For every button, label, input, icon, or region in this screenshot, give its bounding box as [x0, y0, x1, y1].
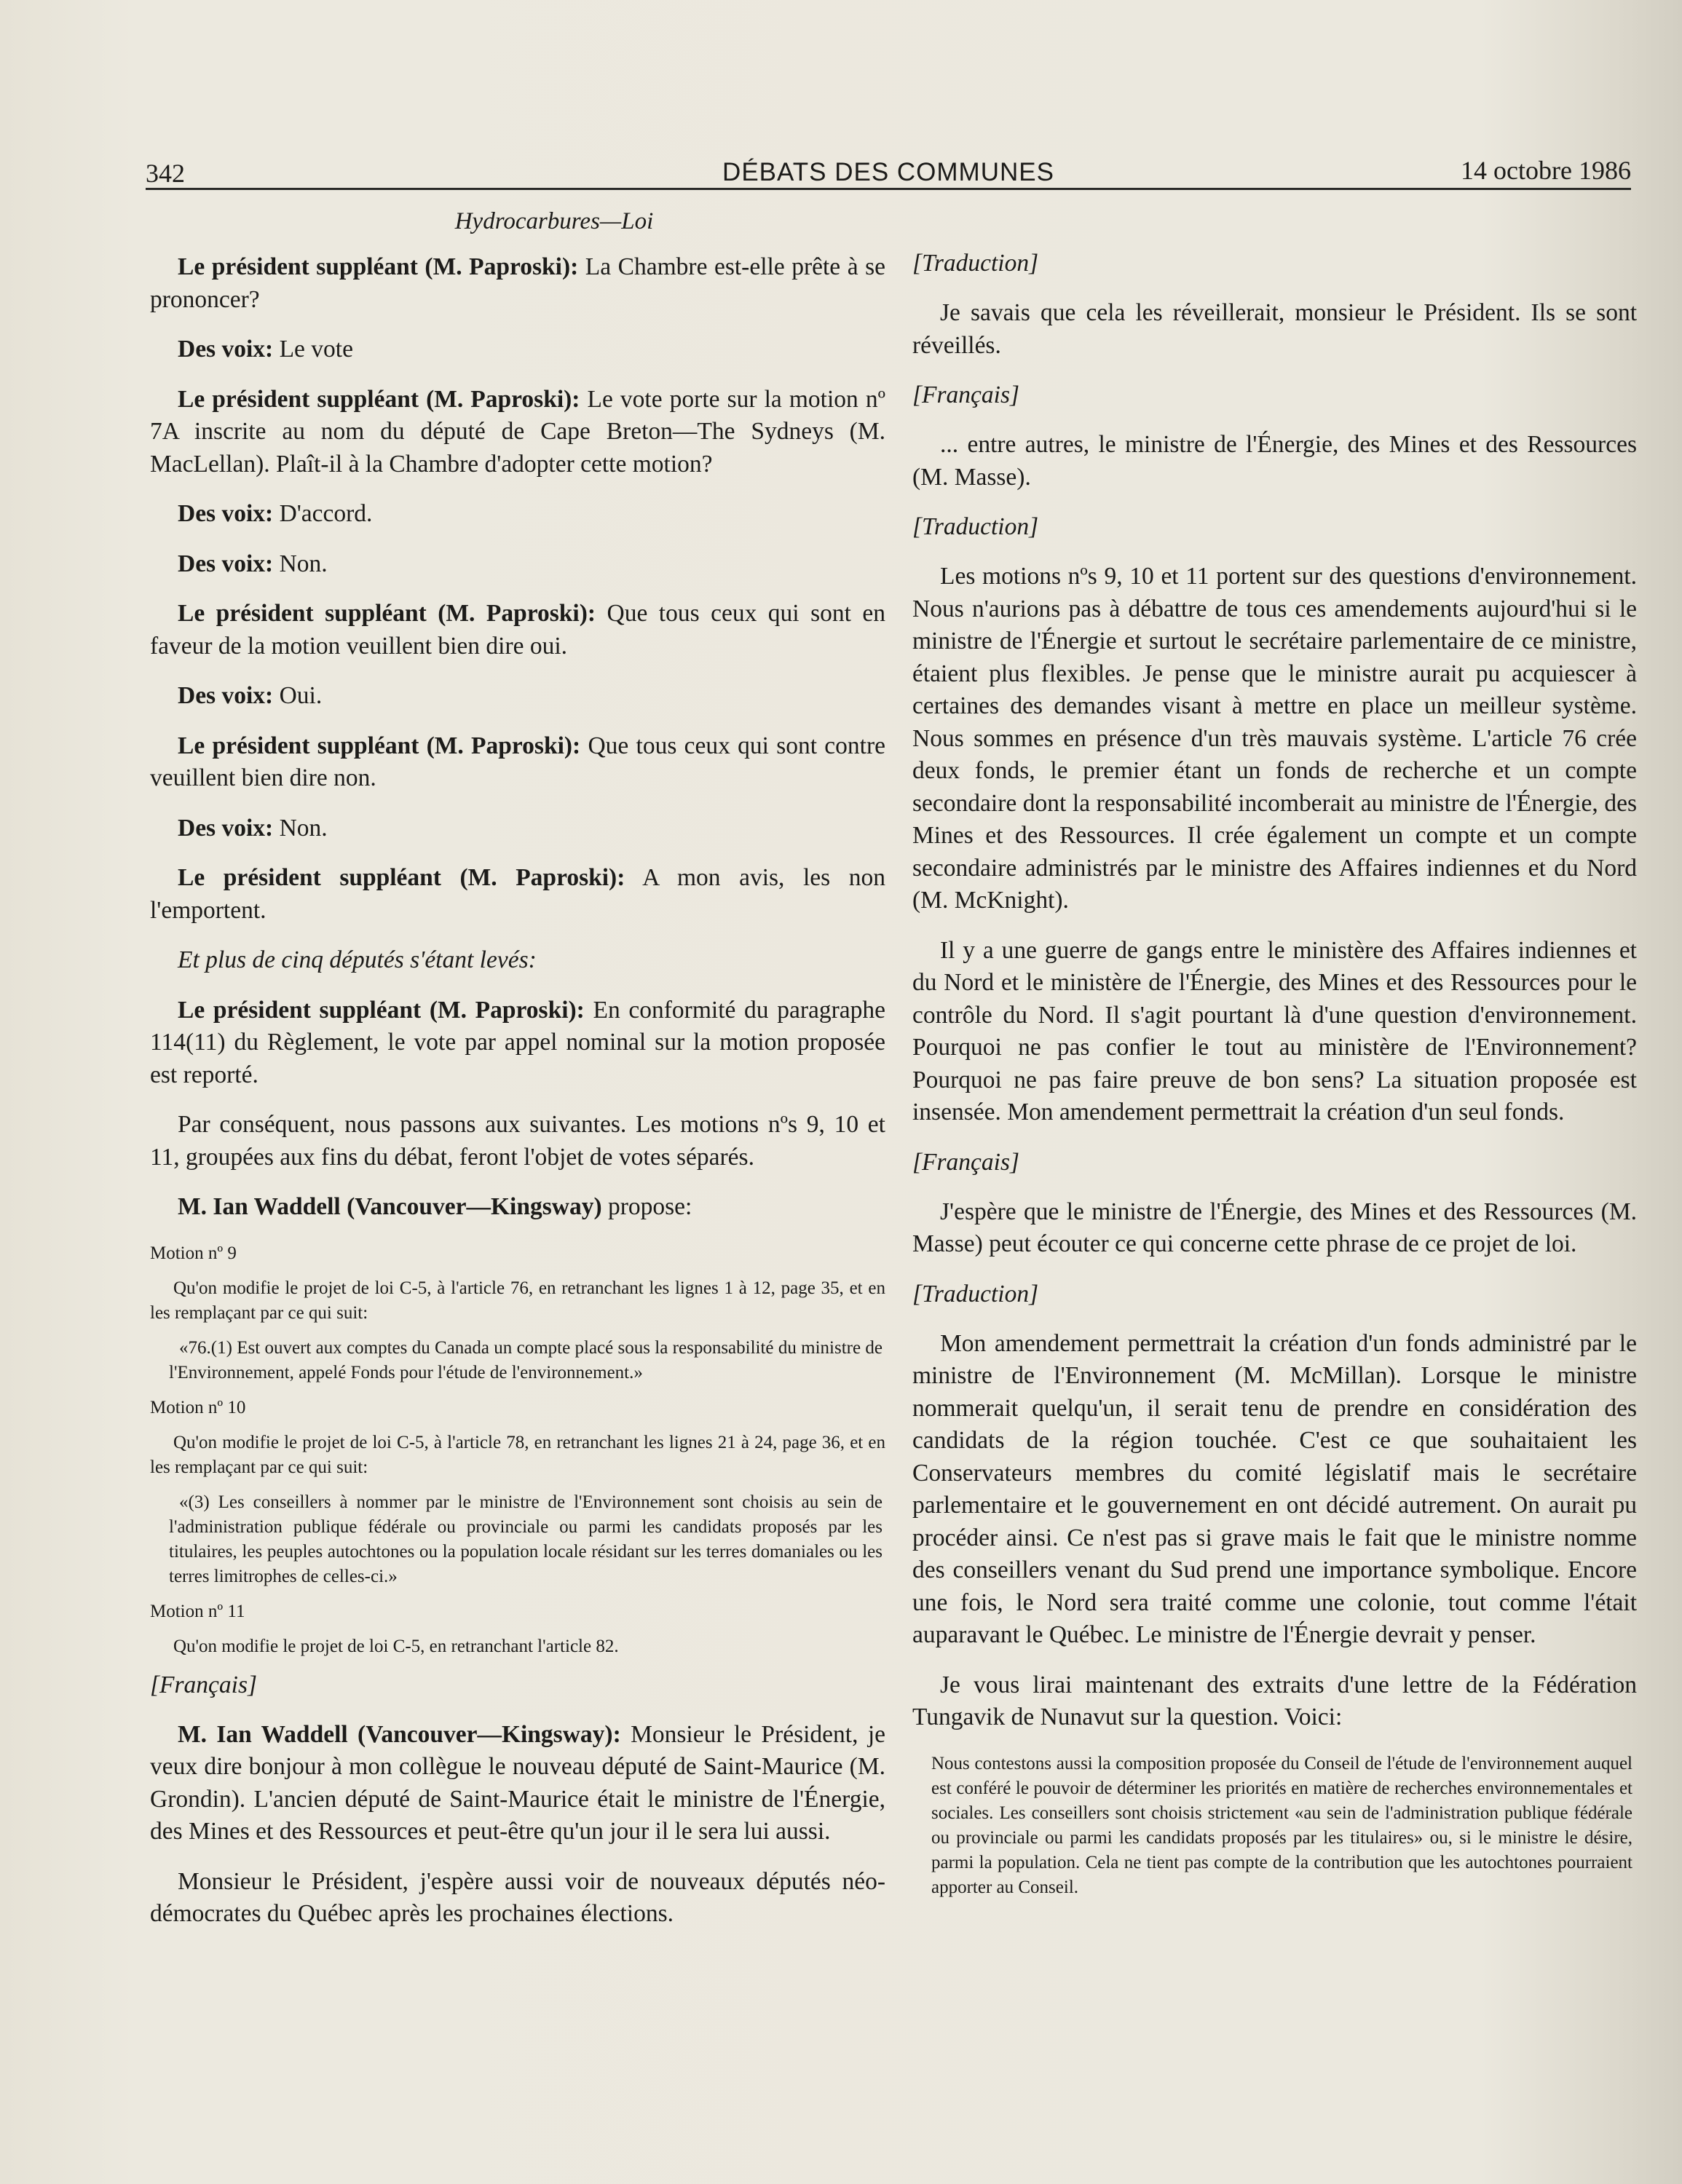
speaker-name: Le président suppléant (M. Paproski): [178, 996, 585, 1024]
paragraph [150, 812, 885, 845]
motion-quote: «(3) Les conseillers à nommer par le ministre de l'Environnement sont choisis au sein de l'administration publique fédérale ou provinciale ou parmi les candidats proposés par les titulaires, les peuples autochtones ou la population locale résidant sur les terres domaniales ou les terres limitrophes de celles-ci.» [169, 1492, 883, 1586]
left-column [150, 204, 885, 1948]
language-marker: [Français] [150, 1671, 258, 1698]
speaker-name: Le président suppléant (M. Paproski): [178, 732, 581, 759]
stage-direction: Et plus de cinq députés s'étant levés: [178, 946, 537, 973]
paragraph: Les motions nºs 9, 10 et 11 portent sur des questions d'environnement. Nous n'aurions pas à débattre de tous ces amendements aujourd'hui si le ministre de l'Énergie et surtout le secrétaire parlementaire de ce ministre, étaient plus flexibles. Je pense que le ministre aurait pu acquiescer à certaines des demandes visant à mettre en place un meilleur système. Nous sommes en présence d'un très mauvais système. L'article 76 crée deux fonds, le premier étant un fonds de recherche et un compte secondaire dont la responsabilité incomberait au ministre de l'Énergie, des Mines et des Ressources. Il crée également un compte et un compte secondaire administrés par le ministre des Affaires indiennes et du Nord (M. McKnight). [912, 563, 1637, 914]
speaker-name: M. Ian Waddell (Vancouver—Kingsway): [178, 1720, 621, 1748]
speech-text: propose: [601, 1193, 692, 1220]
paragraph [150, 384, 885, 481]
speech-text: Que tous ceux qui sont contre veuillent bien dire non. [150, 732, 886, 791]
speech-text: Non. [273, 550, 328, 577]
paragraph [150, 251, 885, 316]
paragraph: Je vous lirai maintenant des extraits d'une lettre de la Fédération Tungavik de Nunavut sur la question. Voici: [912, 1671, 1637, 1730]
speech-text: Le vote porte sur la motion nº 7A inscrite au nom du député de Cape Breton—The Sydneys (M. MacLellan). Plaît-il à la Chambre d'adopter cette motion? [150, 385, 885, 478]
speech-text: Que tous ceux qui sont en faveur de la motion veuillent bien dire oui. [150, 600, 885, 660]
speech-text: Oui. [273, 682, 323, 709]
motion-text: Qu'on modifie le projet de loi C-5, en retranchant l'article 82. [173, 1636, 619, 1656]
speech-text: En conformité du paragraphe 114(11) du Règlement, le vote par appel nominal sur la motion proposée est reporté. [150, 996, 885, 1088]
page-number: 342 [146, 159, 185, 188]
paragraph [150, 548, 885, 581]
paragraph [150, 730, 885, 795]
paragraph: Mon amendement permettrait la création d'un fonds administré par le ministre de l'Environnement (M. McMillan). Lorsque le ministre nommerait quelqu'un, il serait tenu de prendre en considération des candidats de la région touchée. C'est ce que souhaitaient les Conservateurs membres du comité législatif mais le secrétaire parlementaire et le gouvernement en ont décidé autrement. On aurait pu procéder ainsi. Ce n'est pas si grave mais le fait que le ministre nomme des conseillers venant du Sud prend une importance symbolique. Encore une fois, le Nord sera traité comme une colonie, tout comme l'était auparavant le Québec. Le ministre de l'Énergie devrait y penser. [912, 1329, 1637, 1648]
letter-quote: Nous contestons aussi la composition proposée du Conseil de l'étude de l'environnement auquel est conféré le pouvoir de déterminer les priorités en matière de recherches environnementales et sociales. Les conseillers sont choisis strictement «au sein de l'administration publique fédérale ou provinciale ou parmi les candidats proposés par les titulaires» ou, si le ministre le désire, parmi la population. Cela ne tient pas compte de la contribution que les autochtones pourraient apporter au Conseil. [931, 1753, 1632, 1897]
paragraph [150, 333, 885, 366]
speech-text: Non. [273, 814, 328, 842]
right-column [912, 204, 1637, 1900]
paragraph: J'espère que le ministre de l'Énergie, des Mines et des Ressources (M. Masse) peut écouter ce qui concerne cette phrase de ce projet de loi. [912, 1198, 1637, 1257]
speaker-name: M. Ian Waddell (Vancouver—Kingsway) [178, 1193, 602, 1220]
paragraph [150, 1719, 885, 1848]
speech-text: Monsieur le Président, je veux dire bonjour à mon collègue le nouveau député de Saint-Maurice (M. Grondin). L'ancien député de Saint-Maurice était le ministre de l'Énergie, des Mines et des Ressources et peut-être qu'un jour il le sera lui aussi. [150, 1720, 885, 1845]
running-head: Hydrocarbures—Loi [454, 208, 654, 234]
publication-title: DÉBATS DES COMMUNES [722, 158, 1054, 186]
speaker-name: Le président suppléant (M. Paproski): [178, 385, 580, 413]
language-marker: [Français] [912, 1148, 1020, 1176]
paragraph [150, 1191, 885, 1224]
paragraph [150, 994, 885, 1092]
paragraph [150, 862, 885, 927]
language-marker: [Traduction] [912, 250, 1039, 277]
motion-label: Motion nº 11 [150, 1601, 245, 1621]
paragraph: Je savais que cela les réveillerait, monsieur le Président. Ils se sont réveillés. [912, 299, 1637, 359]
speaker-name: Le président suppléant (M. Paproski): [178, 253, 579, 280]
paragraph [150, 498, 885, 531]
speaker-name: Des voix: [178, 550, 274, 577]
language-marker: [Traduction] [912, 1280, 1039, 1307]
speaker-name: Des voix: [178, 682, 274, 709]
paragraph: ... entre autres, le ministre de l'Énergie, des Mines et des Ressources (M. Masse). [912, 431, 1637, 491]
paragraph [150, 598, 885, 662]
language-marker: [Traduction] [912, 513, 1039, 540]
header-rule [146, 188, 1631, 190]
language-marker: [Français] [912, 381, 1020, 408]
motion-text: Qu'on modifie le projet de loi C-5, à l'article 76, en retranchant les lignes 1 à 12, page 35, et en les remplaçant par ce qui suit: [150, 1278, 885, 1323]
speaker-name: Le président suppléant (M. Paproski): [178, 864, 625, 891]
speech-text: D'accord. [273, 500, 373, 527]
motion-text: Qu'on modifie le projet de loi C-5, à l'article 78, en retranchant les lignes 21 à 24, page 36, et en les remplaçant par ce qui suit: [150, 1432, 885, 1477]
speaker-name: Des voix: [178, 814, 274, 842]
paragraph [150, 680, 885, 713]
publication-date: 14 octobre 1986 [1461, 156, 1631, 185]
paragraph: Il y a une guerre de gangs entre le ministère des Affaires indiennes et du Nord et le ministère de l'Énergie, des Mines et des Ressources pour le contrôle du Nord. Il s'agit pourtant là d'une question d'environnement. Pourquoi ne pas confier le tout au ministère de l'Environnement? Pourquoi ne pas faire preuve de bon sens? La situation proposée est insensée. Mon amendement permettrait la création d'un seul fonds. [912, 936, 1637, 1125]
paragraph: Par conséquent, nous passons aux suivantes. Les motions nºs 9, 10 et 11, groupées aux fins du débat, feront l'objet de votes séparés. [150, 1111, 885, 1171]
speech-text: Le vote [273, 336, 353, 363]
speech-text: A mon avis, les non l'emportent. [150, 864, 885, 924]
motion-label: Motion nº 10 [150, 1397, 246, 1417]
speaker-name: Le président suppléant (M. Paproski): [178, 600, 596, 627]
page-header [146, 149, 1631, 193]
motion-label: Motion nº 9 [150, 1243, 237, 1263]
motion-quote: «76.(1) Est ouvert aux comptes du Canada un compte placé sous la responsabilité du ministre de l'Environnement, appelé Fonds pour l'étude de l'environnement.» [169, 1337, 883, 1382]
speaker-name: Des voix: [178, 336, 274, 363]
speaker-name: Des voix: [178, 500, 274, 527]
speech-text: La Chambre est-elle prête à se prononcer? [150, 253, 885, 313]
paragraph: Monsieur le Président, j'espère aussi voir de nouveaux députés néo-démocrates du Québec après les prochaines élections. [150, 1867, 885, 1927]
